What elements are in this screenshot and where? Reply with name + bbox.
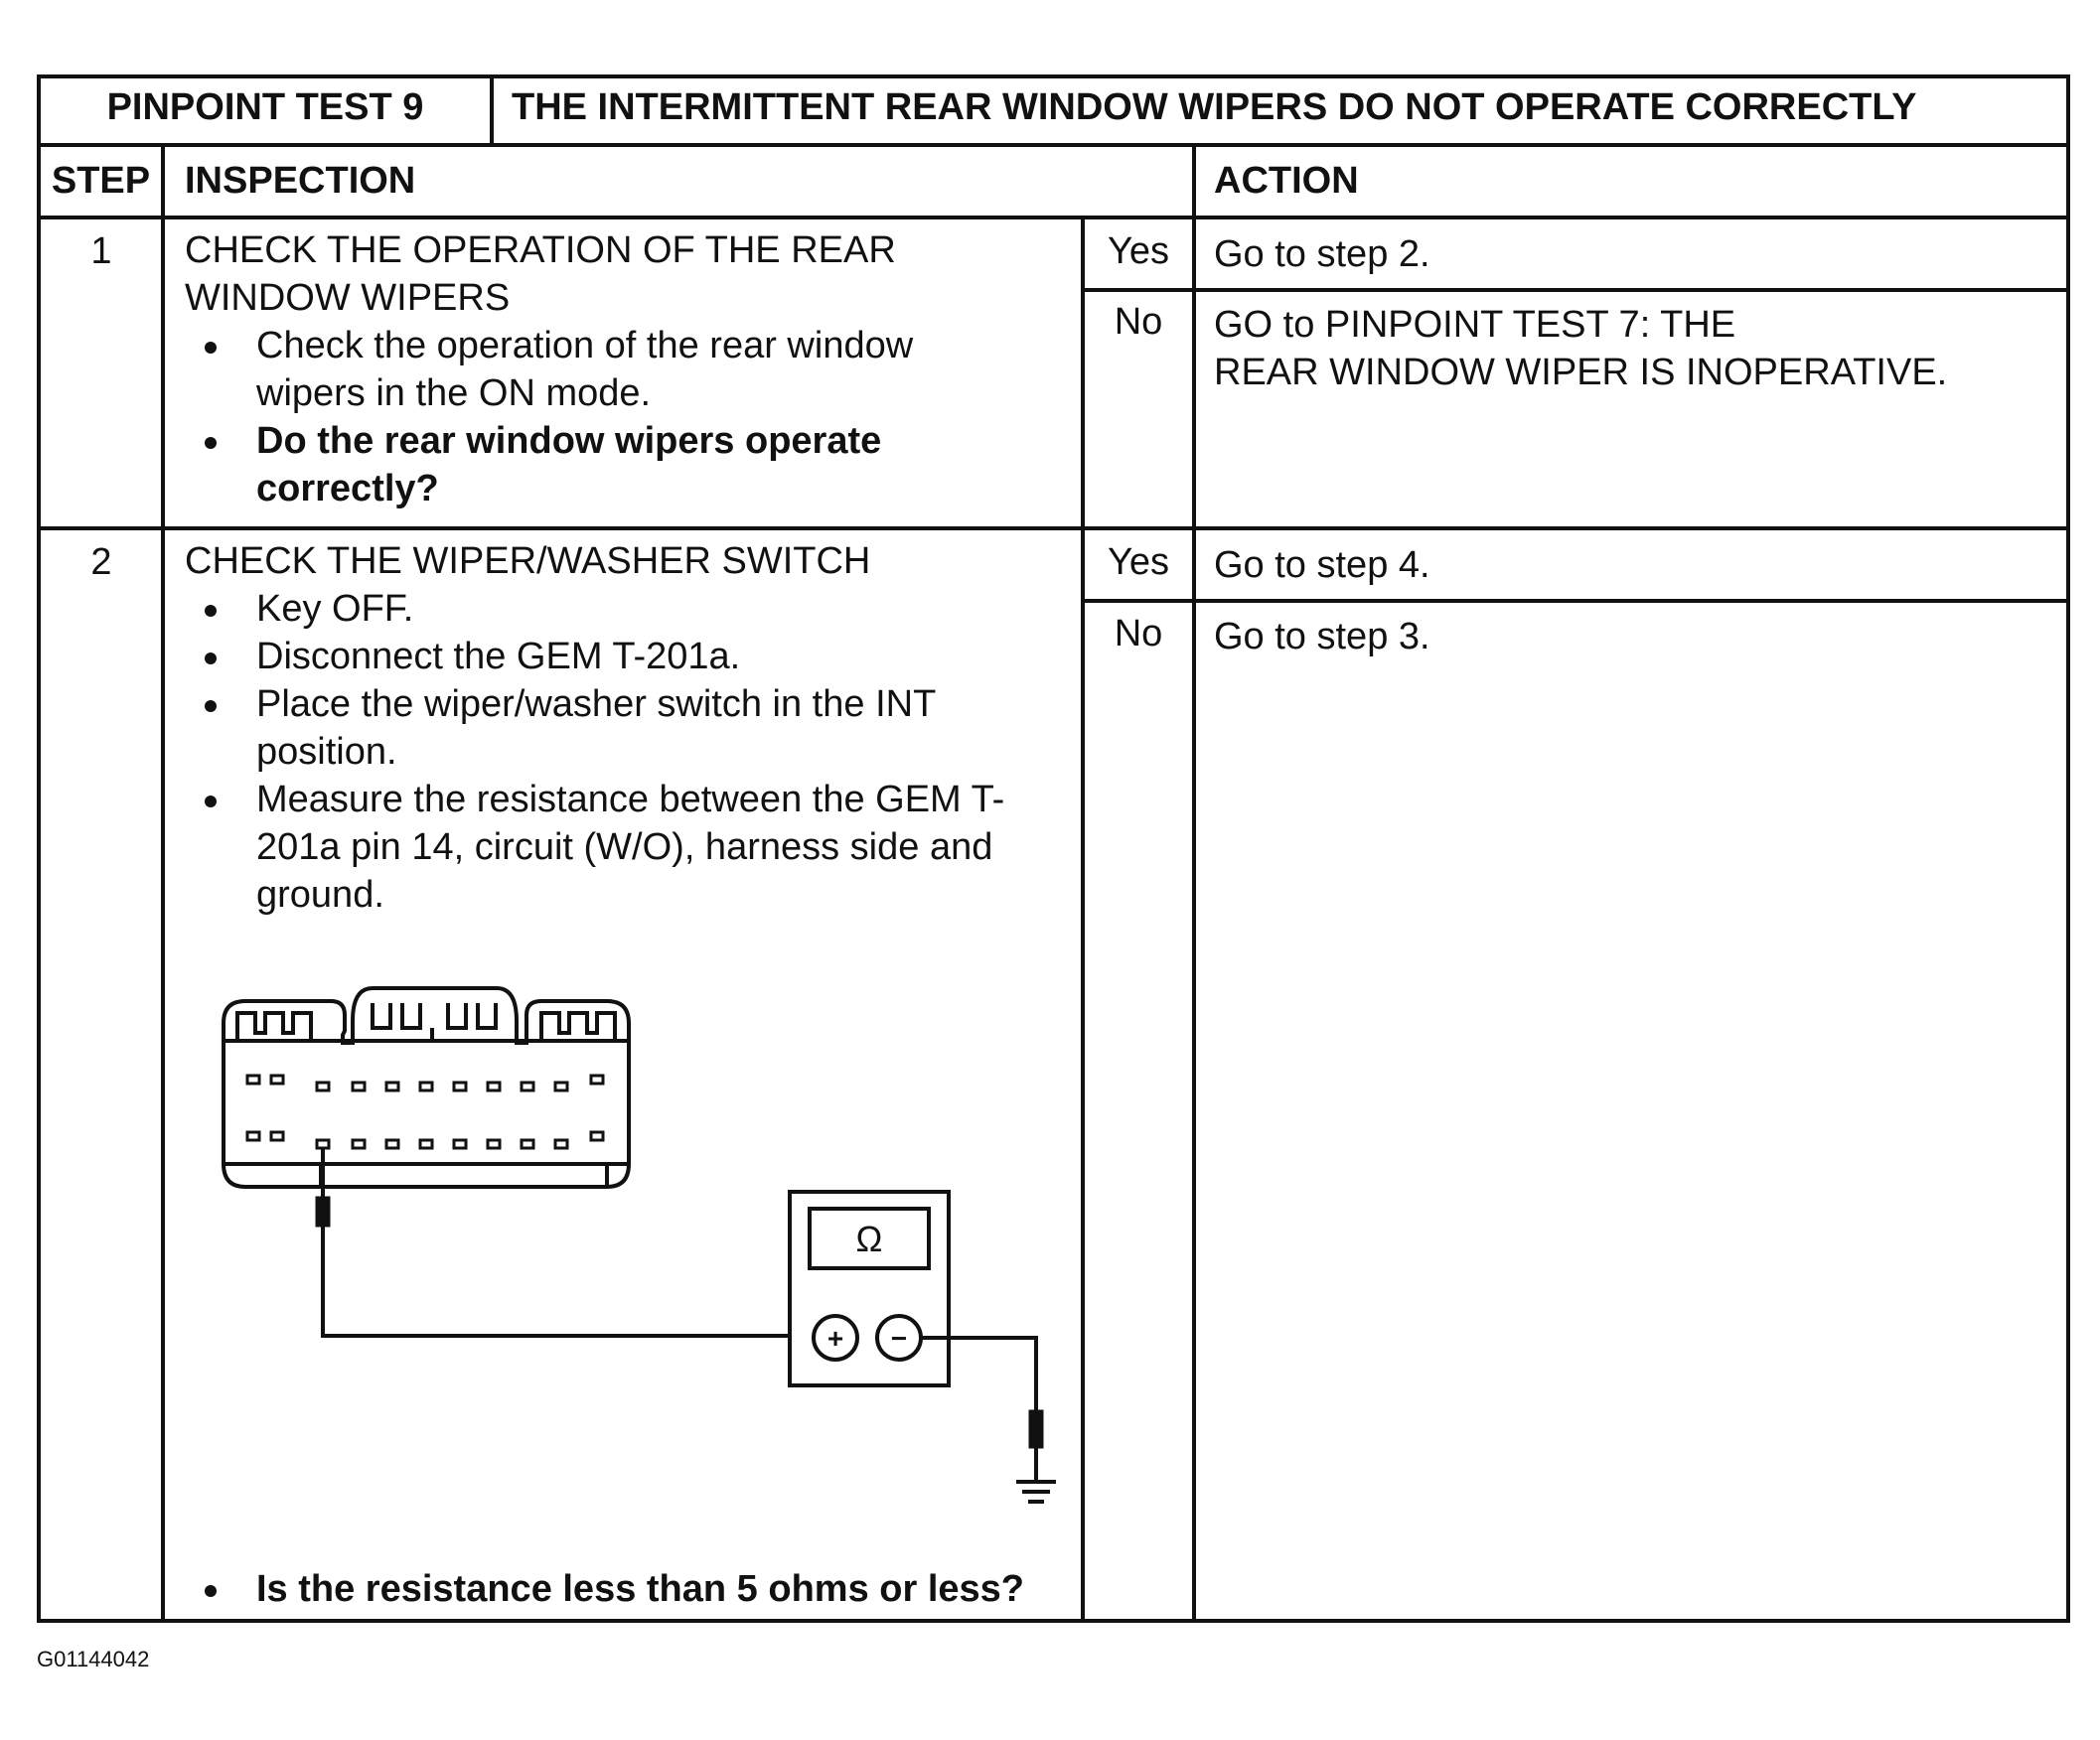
rule-between-steps xyxy=(37,526,2070,530)
ground-icon xyxy=(1016,1482,1056,1502)
step-number: 1 xyxy=(90,230,112,272)
bullet-icon xyxy=(205,700,217,712)
list-item: Check the operation of the rear window wipers in the ON mode. xyxy=(185,322,1079,417)
list-item: Key OFF. xyxy=(185,585,1079,633)
step-1-no-label: No xyxy=(1114,301,1163,343)
step-2-yes-action: Go to step 4. xyxy=(1214,544,1430,586)
rule-title-divider xyxy=(490,74,494,145)
bullet-icon xyxy=(205,1585,217,1597)
step-1-title-line1: CHECK THE OPERATION OF THE REAR xyxy=(185,229,896,271)
rule-step2-yes-no xyxy=(1081,599,2070,603)
step-1-inspection xyxy=(185,226,1079,512)
column-header-inspection: INSPECTION xyxy=(185,160,416,202)
list-item: Do the rear window wipers operate correctly? xyxy=(185,417,1079,512)
step-number: 2 xyxy=(90,541,112,583)
list-item: Disconnect the GEM T-201a. xyxy=(185,633,1079,680)
step-2-no-action: Go to step 3. xyxy=(1214,616,1430,657)
step-1-yes-action: Go to step 2. xyxy=(1214,233,1430,275)
step-1-no-action-line2: REAR WINDOW WIPER IS INOPERATIVE. xyxy=(1214,352,1948,393)
step-2-question-list xyxy=(185,1565,1079,1613)
step-2-title: CHECK THE WIPER/WASHER SWITCH xyxy=(185,540,871,582)
step-1-title-line2: WINDOW WIPERS xyxy=(185,277,511,319)
rule-step-column xyxy=(161,145,165,1623)
list-item xyxy=(185,1565,1079,1613)
test-label: PINPOINT TEST 9 xyxy=(106,86,424,128)
rule-below-title xyxy=(37,143,2070,147)
step-1-yes-label: Yes xyxy=(1108,230,1169,272)
step-2-yes-label: Yes xyxy=(1108,541,1169,583)
connector-measurement-diagram xyxy=(214,983,1098,1539)
bullet-icon xyxy=(205,652,217,664)
rule-below-column-headers xyxy=(37,216,2070,219)
bullet-icon xyxy=(205,605,217,617)
step-2-inspection xyxy=(185,537,1079,919)
rule-action-column xyxy=(1192,145,1196,1623)
step-1-bullet-list xyxy=(185,322,1079,512)
step-1-no-action xyxy=(1214,301,2068,396)
column-header-action: ACTION xyxy=(1214,160,1359,202)
step-2-bullet-list xyxy=(185,585,1079,919)
bullet-icon xyxy=(205,437,217,449)
step-2-no-label: No xyxy=(1114,613,1163,654)
figure-code: G01144042 xyxy=(37,1647,150,1671)
minus-symbol: − xyxy=(890,1323,908,1354)
rule-step1-yes-no xyxy=(1081,288,2070,292)
column-header-step: STEP xyxy=(51,160,151,202)
test-title: THE INTERMITTENT REAR WINDOW WIPERS DO NOT OPERATE CORRECTLY xyxy=(512,86,1917,128)
list-item: Measure the resistance between the GEM T-201a pin 14, circuit (W/O), harness side and ground. xyxy=(185,776,1079,919)
ohm-symbol: Ω xyxy=(855,1219,883,1259)
bullet-icon xyxy=(205,796,217,807)
list-item: Place the wiper/washer switch in the INT position. xyxy=(185,680,1079,776)
bullet-icon xyxy=(205,342,217,354)
connector-pins xyxy=(247,1076,603,1148)
probe-lead-positive xyxy=(316,1148,790,1336)
plus-symbol: + xyxy=(826,1323,844,1354)
step-2-question: Is the resistance less than 5 ohms or less? xyxy=(256,1568,1024,1610)
ohmmeter xyxy=(790,1192,949,1385)
step-1-no-action-line1: GO to PINPOINT TEST 7: THE xyxy=(1214,304,1736,346)
